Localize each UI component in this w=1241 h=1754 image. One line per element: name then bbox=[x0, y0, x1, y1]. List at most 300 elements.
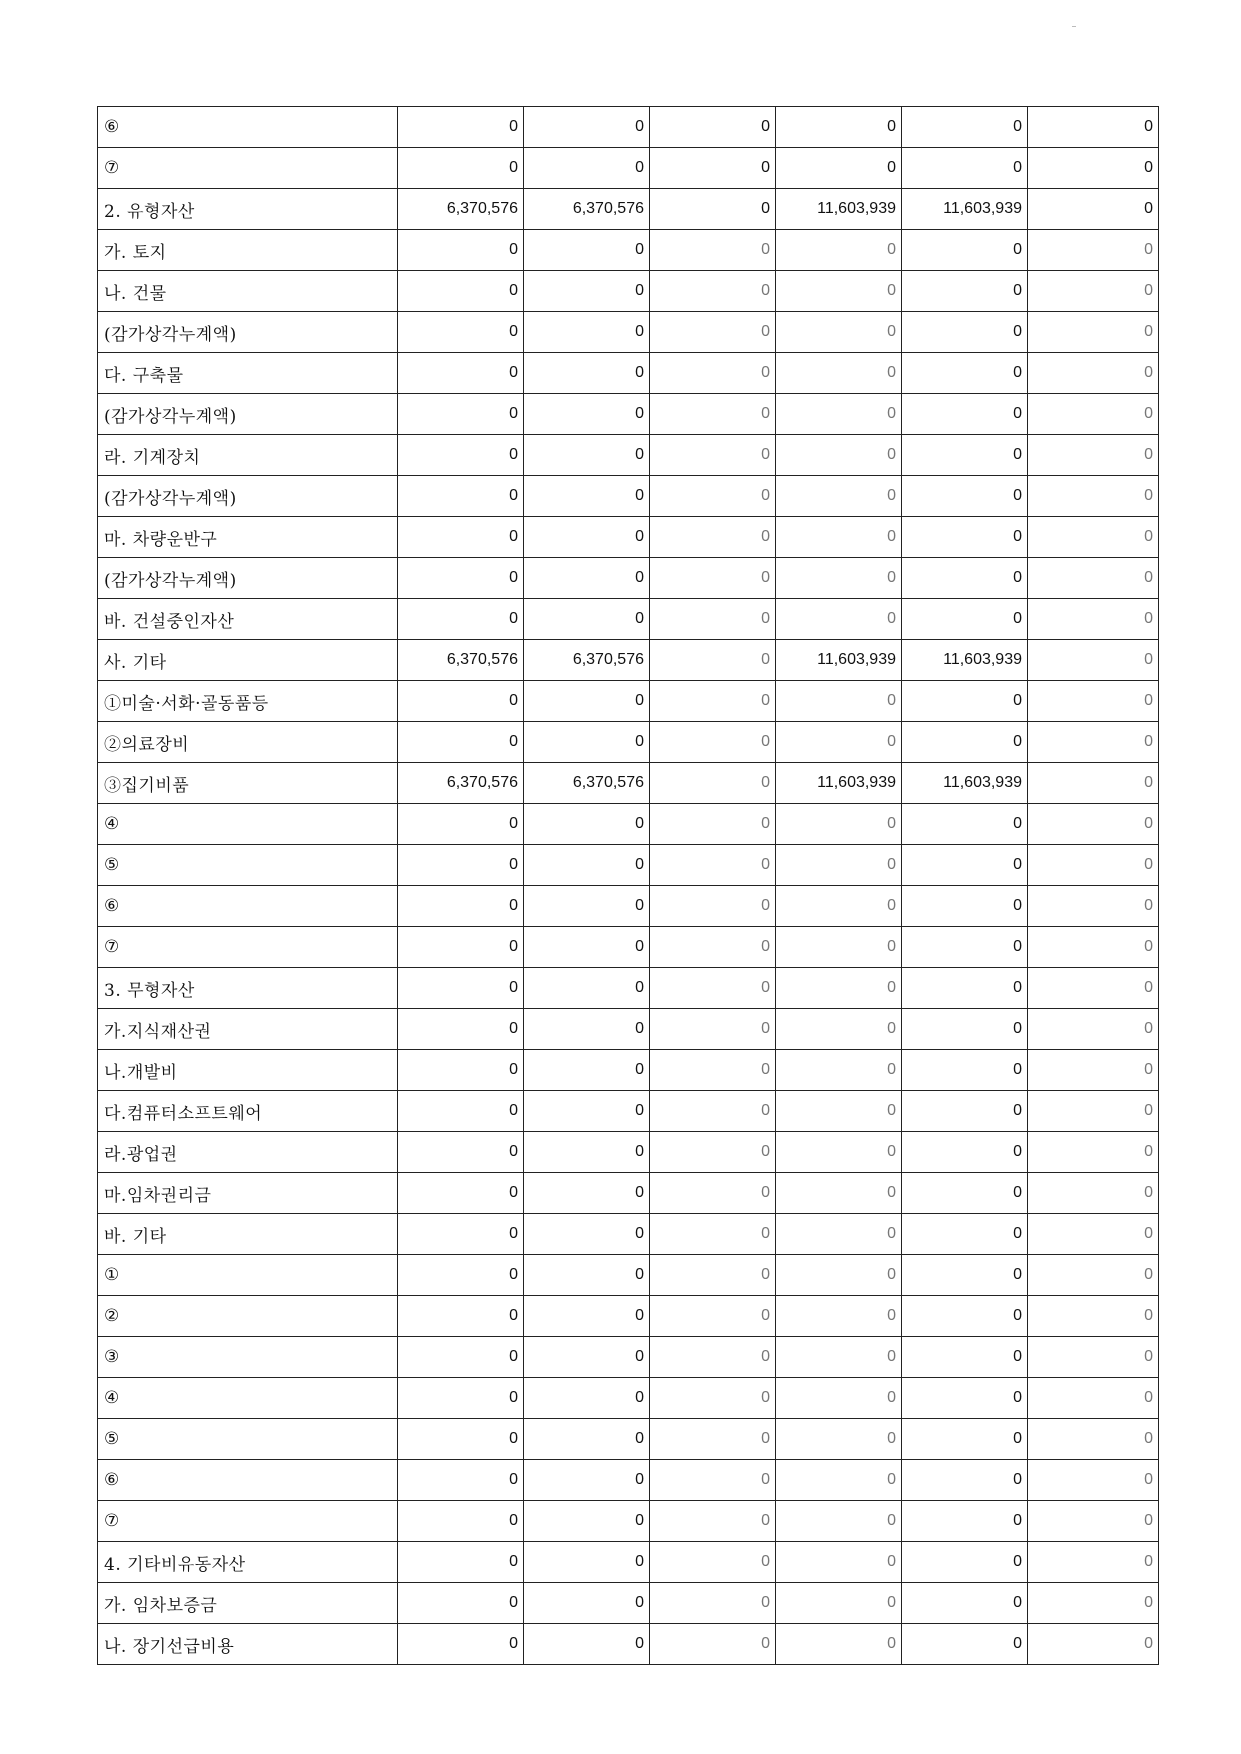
row-label: ④ bbox=[98, 804, 398, 845]
table-row bbox=[98, 1296, 1159, 1337]
row-label: 마.임차권리금 bbox=[98, 1173, 398, 1214]
amount-cell: 0 bbox=[1028, 1255, 1159, 1296]
amount-cell: 0 bbox=[902, 1624, 1028, 1665]
amount-cell: 0 bbox=[650, 394, 776, 435]
amount-cell: 0 bbox=[650, 1091, 776, 1132]
amount-cell: 0 bbox=[902, 271, 1028, 312]
amount-cell: 0 bbox=[650, 1624, 776, 1665]
amount-cell: 0 bbox=[398, 107, 524, 148]
amount-cell: 0 bbox=[776, 886, 902, 927]
row-label: 나. 장기선급비용 bbox=[98, 1624, 398, 1665]
amount-cell: 0 bbox=[1028, 1214, 1159, 1255]
amount-cell: 0 bbox=[650, 1255, 776, 1296]
amount-cell: 0 bbox=[398, 435, 524, 476]
amount-cell: 0 bbox=[902, 1419, 1028, 1460]
table-row bbox=[98, 189, 1159, 230]
amount-cell: 0 bbox=[1028, 1460, 1159, 1501]
table-row bbox=[98, 353, 1159, 394]
amount-cell: 0 bbox=[650, 722, 776, 763]
amount-cell: 0 bbox=[1028, 763, 1159, 804]
amount-cell: 0 bbox=[1028, 886, 1159, 927]
table-row bbox=[98, 230, 1159, 271]
amount-cell: 0 bbox=[650, 1542, 776, 1583]
amount-cell: 0 bbox=[650, 189, 776, 230]
amount-cell: 0 bbox=[1028, 394, 1159, 435]
amount-cell: 0 bbox=[650, 353, 776, 394]
amount-cell: 0 bbox=[776, 1255, 902, 1296]
amount-cell: 0 bbox=[524, 148, 650, 189]
amount-cell: 0 bbox=[1028, 681, 1159, 722]
amount-cell: 0 bbox=[398, 886, 524, 927]
row-label: ⑥ bbox=[98, 886, 398, 927]
amount-cell: 0 bbox=[776, 1009, 902, 1050]
amount-cell: 0 bbox=[902, 435, 1028, 476]
amount-cell: 0 bbox=[398, 1460, 524, 1501]
amount-cell: 0 bbox=[650, 107, 776, 148]
amount-cell: 0 bbox=[650, 599, 776, 640]
amount-cell: 0 bbox=[1028, 1583, 1159, 1624]
table-row bbox=[98, 1419, 1159, 1460]
amount-cell: 0 bbox=[902, 1091, 1028, 1132]
amount-cell: 0 bbox=[524, 845, 650, 886]
amount-cell: 0 bbox=[776, 435, 902, 476]
amount-cell: 0 bbox=[902, 517, 1028, 558]
amount-cell: 0 bbox=[524, 230, 650, 271]
amount-cell: 0 bbox=[902, 1337, 1028, 1378]
amount-cell: 0 bbox=[650, 1173, 776, 1214]
amount-cell: 0 bbox=[398, 394, 524, 435]
amount-cell: 0 bbox=[1028, 1542, 1159, 1583]
amount-cell: 0 bbox=[398, 1050, 524, 1091]
amount-cell: 0 bbox=[776, 968, 902, 1009]
amount-cell: 0 bbox=[1028, 845, 1159, 886]
amount-cell: 0 bbox=[776, 1501, 902, 1542]
amount-cell: 0 bbox=[524, 886, 650, 927]
amount-cell: 0 bbox=[1028, 1050, 1159, 1091]
amount-cell: 0 bbox=[902, 1009, 1028, 1050]
amount-cell: 0 bbox=[902, 1050, 1028, 1091]
amount-cell: 0 bbox=[902, 312, 1028, 353]
table-row bbox=[98, 1624, 1159, 1665]
table-row bbox=[98, 1542, 1159, 1583]
table-row bbox=[98, 640, 1159, 681]
amount-cell: 0 bbox=[1028, 804, 1159, 845]
amount-cell: 11,603,939 bbox=[776, 640, 902, 681]
table-row bbox=[98, 681, 1159, 722]
amount-cell: 0 bbox=[524, 558, 650, 599]
amount-cell: 11,603,939 bbox=[902, 763, 1028, 804]
table-row bbox=[98, 804, 1159, 845]
amount-cell: 0 bbox=[902, 927, 1028, 968]
amount-cell: 0 bbox=[776, 1419, 902, 1460]
amount-cell: 0 bbox=[902, 681, 1028, 722]
amount-cell: 0 bbox=[776, 394, 902, 435]
amount-cell: 0 bbox=[1028, 1337, 1159, 1378]
amount-cell: 6,370,576 bbox=[398, 763, 524, 804]
amount-cell: 0 bbox=[1028, 599, 1159, 640]
amount-cell: 0 bbox=[776, 107, 902, 148]
amount-cell: 0 bbox=[524, 722, 650, 763]
amount-cell: 0 bbox=[524, 353, 650, 394]
amount-cell: 0 bbox=[1028, 230, 1159, 271]
amount-cell: 0 bbox=[650, 1583, 776, 1624]
amount-cell: 0 bbox=[1028, 1419, 1159, 1460]
row-label: 가. 토지 bbox=[98, 230, 398, 271]
amount-cell: 0 bbox=[776, 845, 902, 886]
amount-cell: 0 bbox=[650, 1419, 776, 1460]
amount-cell: 0 bbox=[776, 1337, 902, 1378]
amount-cell: 0 bbox=[398, 1378, 524, 1419]
amount-cell: 0 bbox=[524, 394, 650, 435]
row-label: 다. 구축물 bbox=[98, 353, 398, 394]
amount-cell: 0 bbox=[902, 107, 1028, 148]
amount-cell: 0 bbox=[524, 476, 650, 517]
amount-cell: 0 bbox=[398, 845, 524, 886]
amount-cell: 0 bbox=[398, 1501, 524, 1542]
table-row bbox=[98, 1583, 1159, 1624]
amount-cell: 0 bbox=[398, 1173, 524, 1214]
amount-cell: 0 bbox=[902, 558, 1028, 599]
row-label: 라. 기계장치 bbox=[98, 435, 398, 476]
amount-cell: 0 bbox=[776, 1583, 902, 1624]
table-row bbox=[98, 435, 1159, 476]
amount-cell: 0 bbox=[776, 1214, 902, 1255]
table-row bbox=[98, 148, 1159, 189]
table-row bbox=[98, 394, 1159, 435]
amount-cell: 0 bbox=[398, 517, 524, 558]
table-row bbox=[98, 1460, 1159, 1501]
row-label: 3. 무형자산 bbox=[98, 968, 398, 1009]
amount-cell: 0 bbox=[776, 681, 902, 722]
amount-cell: 0 bbox=[650, 804, 776, 845]
row-label: (감가상각누계액) bbox=[98, 394, 398, 435]
table-row bbox=[98, 107, 1159, 148]
amount-cell: 0 bbox=[1028, 148, 1159, 189]
amount-cell: 0 bbox=[1028, 1296, 1159, 1337]
amount-cell: 0 bbox=[902, 476, 1028, 517]
amount-cell: 0 bbox=[398, 1132, 524, 1173]
row-label: ③집기비품 bbox=[98, 763, 398, 804]
amount-cell: 0 bbox=[524, 1050, 650, 1091]
amount-cell: 0 bbox=[1028, 1173, 1159, 1214]
table-row bbox=[98, 763, 1159, 804]
amount-cell: 0 bbox=[524, 599, 650, 640]
row-label: ⑦ bbox=[98, 927, 398, 968]
amount-cell: 0 bbox=[776, 927, 902, 968]
amount-cell: 0 bbox=[1028, 558, 1159, 599]
amount-cell: 0 bbox=[398, 804, 524, 845]
table-row bbox=[98, 886, 1159, 927]
row-label: ② bbox=[98, 1296, 398, 1337]
amount-cell: 0 bbox=[650, 148, 776, 189]
amount-cell: 0 bbox=[650, 1378, 776, 1419]
amount-cell: 0 bbox=[524, 1624, 650, 1665]
amount-cell: 0 bbox=[1028, 476, 1159, 517]
amount-cell: 0 bbox=[1028, 722, 1159, 763]
table-row bbox=[98, 968, 1159, 1009]
amount-cell: 0 bbox=[776, 230, 902, 271]
table-row bbox=[98, 1050, 1159, 1091]
amount-cell: 0 bbox=[1028, 1624, 1159, 1665]
amount-cell: 0 bbox=[650, 1501, 776, 1542]
amount-cell: 0 bbox=[776, 1173, 902, 1214]
amount-cell: 6,370,576 bbox=[398, 189, 524, 230]
amount-cell: 0 bbox=[1028, 927, 1159, 968]
amount-cell: 0 bbox=[776, 558, 902, 599]
amount-cell: 0 bbox=[902, 1378, 1028, 1419]
amount-cell: 0 bbox=[524, 804, 650, 845]
amount-cell: 0 bbox=[650, 845, 776, 886]
amount-cell: 0 bbox=[524, 1173, 650, 1214]
financial-statement-sheet bbox=[97, 106, 1158, 1665]
table-row bbox=[98, 1501, 1159, 1542]
amount-cell: 0 bbox=[398, 968, 524, 1009]
amount-cell: 0 bbox=[1028, 1132, 1159, 1173]
row-label: 다.컴퓨터소프트웨어 bbox=[98, 1091, 398, 1132]
amount-cell: 0 bbox=[1028, 1378, 1159, 1419]
amount-cell: 0 bbox=[776, 1132, 902, 1173]
table-body bbox=[98, 107, 1159, 1665]
amount-cell: 6,370,576 bbox=[524, 763, 650, 804]
amount-cell: 0 bbox=[524, 1542, 650, 1583]
amount-cell: 0 bbox=[398, 1296, 524, 1337]
amount-cell: 0 bbox=[524, 1337, 650, 1378]
amount-cell: 0 bbox=[776, 1624, 902, 1665]
amount-cell: 0 bbox=[650, 927, 776, 968]
row-label: ⑥ bbox=[98, 107, 398, 148]
amount-cell: 0 bbox=[650, 271, 776, 312]
table-row bbox=[98, 271, 1159, 312]
amount-cell: 0 bbox=[650, 476, 776, 517]
amount-cell: 0 bbox=[524, 1009, 650, 1050]
amount-cell: 0 bbox=[776, 722, 902, 763]
amount-cell: 0 bbox=[524, 517, 650, 558]
amount-cell: 0 bbox=[398, 927, 524, 968]
amount-cell: 11,603,939 bbox=[776, 189, 902, 230]
amount-cell: 0 bbox=[398, 599, 524, 640]
amount-cell: 0 bbox=[524, 1296, 650, 1337]
amount-cell: 6,370,576 bbox=[524, 640, 650, 681]
amount-cell: 0 bbox=[1028, 435, 1159, 476]
amount-cell: 0 bbox=[524, 1419, 650, 1460]
table-row bbox=[98, 312, 1159, 353]
scan-speck bbox=[1072, 26, 1076, 27]
amount-cell: 0 bbox=[1028, 968, 1159, 1009]
table-row bbox=[98, 1132, 1159, 1173]
amount-cell: 6,370,576 bbox=[524, 189, 650, 230]
amount-cell: 0 bbox=[524, 312, 650, 353]
amount-cell: 0 bbox=[650, 968, 776, 1009]
amount-cell: 0 bbox=[650, 1009, 776, 1050]
amount-cell: 0 bbox=[398, 558, 524, 599]
amount-cell: 0 bbox=[902, 1501, 1028, 1542]
amount-cell: 0 bbox=[902, 1296, 1028, 1337]
amount-cell: 0 bbox=[398, 312, 524, 353]
amount-cell: 6,370,576 bbox=[398, 640, 524, 681]
row-label: 바. 건설중인자산 bbox=[98, 599, 398, 640]
amount-cell: 0 bbox=[902, 968, 1028, 1009]
table-row bbox=[98, 927, 1159, 968]
amount-cell: 0 bbox=[398, 1091, 524, 1132]
amount-cell: 0 bbox=[398, 1624, 524, 1665]
amount-cell: 0 bbox=[524, 1378, 650, 1419]
amount-cell: 11,603,939 bbox=[902, 640, 1028, 681]
amount-cell: 0 bbox=[902, 804, 1028, 845]
amount-cell: 0 bbox=[902, 1583, 1028, 1624]
amount-cell: 0 bbox=[776, 1542, 902, 1583]
table-row bbox=[98, 1173, 1159, 1214]
amount-cell: 0 bbox=[776, 148, 902, 189]
table-row bbox=[98, 845, 1159, 886]
row-label: 가.지식재산권 bbox=[98, 1009, 398, 1050]
amount-cell: 0 bbox=[650, 1296, 776, 1337]
amount-cell: 0 bbox=[1028, 517, 1159, 558]
row-label: (감가상각누계액) bbox=[98, 476, 398, 517]
non-current-assets-table bbox=[97, 106, 1159, 1665]
row-label: ⑥ bbox=[98, 1460, 398, 1501]
amount-cell: 0 bbox=[776, 804, 902, 845]
amount-cell: 0 bbox=[902, 886, 1028, 927]
row-label: 나.개발비 bbox=[98, 1050, 398, 1091]
amount-cell: 0 bbox=[776, 1296, 902, 1337]
amount-cell: 0 bbox=[902, 845, 1028, 886]
amount-cell: 0 bbox=[902, 230, 1028, 271]
amount-cell: 0 bbox=[776, 599, 902, 640]
amount-cell: 0 bbox=[776, 312, 902, 353]
row-label: ①미술·서화·골동품등 bbox=[98, 681, 398, 722]
amount-cell: 0 bbox=[398, 1337, 524, 1378]
amount-cell: 0 bbox=[650, 1132, 776, 1173]
amount-cell: 0 bbox=[398, 1009, 524, 1050]
amount-cell: 0 bbox=[398, 1583, 524, 1624]
amount-cell: 0 bbox=[524, 107, 650, 148]
table-row bbox=[98, 1091, 1159, 1132]
amount-cell: 0 bbox=[650, 640, 776, 681]
table-row bbox=[98, 1255, 1159, 1296]
table-row bbox=[98, 517, 1159, 558]
amount-cell: 0 bbox=[1028, 312, 1159, 353]
amount-cell: 0 bbox=[524, 271, 650, 312]
amount-cell: 0 bbox=[650, 1460, 776, 1501]
amount-cell: 0 bbox=[776, 1091, 902, 1132]
amount-cell: 0 bbox=[902, 1542, 1028, 1583]
amount-cell: 0 bbox=[650, 517, 776, 558]
amount-cell: 0 bbox=[776, 1050, 902, 1091]
amount-cell: 0 bbox=[776, 476, 902, 517]
amount-cell: 0 bbox=[1028, 107, 1159, 148]
amount-cell: 0 bbox=[650, 1214, 776, 1255]
row-label: 라.광업권 bbox=[98, 1132, 398, 1173]
amount-cell: 0 bbox=[398, 1214, 524, 1255]
amount-cell: 0 bbox=[902, 599, 1028, 640]
amount-cell: 0 bbox=[398, 148, 524, 189]
amount-cell: 0 bbox=[776, 1460, 902, 1501]
amount-cell: 0 bbox=[902, 1255, 1028, 1296]
table-row bbox=[98, 476, 1159, 517]
amount-cell: 0 bbox=[650, 558, 776, 599]
amount-cell: 0 bbox=[650, 886, 776, 927]
row-label: 마. 차량운반구 bbox=[98, 517, 398, 558]
table-row bbox=[98, 558, 1159, 599]
amount-cell: 0 bbox=[398, 230, 524, 271]
amount-cell: 0 bbox=[398, 1255, 524, 1296]
row-label: ⑤ bbox=[98, 845, 398, 886]
amount-cell: 0 bbox=[902, 394, 1028, 435]
amount-cell: 0 bbox=[398, 1419, 524, 1460]
amount-cell: 0 bbox=[650, 1050, 776, 1091]
amount-cell: 0 bbox=[398, 722, 524, 763]
table-row bbox=[98, 1337, 1159, 1378]
amount-cell: 0 bbox=[524, 1460, 650, 1501]
row-label: ③ bbox=[98, 1337, 398, 1378]
amount-cell: 0 bbox=[524, 1214, 650, 1255]
row-label: ④ bbox=[98, 1378, 398, 1419]
amount-cell: 0 bbox=[1028, 271, 1159, 312]
amount-cell: 0 bbox=[524, 1255, 650, 1296]
row-label: 사. 기타 bbox=[98, 640, 398, 681]
amount-cell: 0 bbox=[902, 722, 1028, 763]
amount-cell: 0 bbox=[902, 1173, 1028, 1214]
amount-cell: 0 bbox=[1028, 1091, 1159, 1132]
amount-cell: 0 bbox=[902, 1460, 1028, 1501]
amount-cell: 0 bbox=[776, 353, 902, 394]
row-label: ⑦ bbox=[98, 148, 398, 189]
amount-cell: 0 bbox=[1028, 1009, 1159, 1050]
row-label: ① bbox=[98, 1255, 398, 1296]
amount-cell: 0 bbox=[524, 1501, 650, 1542]
row-label: 나. 건물 bbox=[98, 271, 398, 312]
row-label: ⑤ bbox=[98, 1419, 398, 1460]
amount-cell: 0 bbox=[776, 1378, 902, 1419]
amount-cell: 0 bbox=[524, 927, 650, 968]
amount-cell: 0 bbox=[398, 1542, 524, 1583]
table-row bbox=[98, 1009, 1159, 1050]
table-row bbox=[98, 1214, 1159, 1255]
amount-cell: 0 bbox=[1028, 189, 1159, 230]
amount-cell: 0 bbox=[650, 763, 776, 804]
amount-cell: 0 bbox=[902, 148, 1028, 189]
amount-cell: 0 bbox=[524, 1583, 650, 1624]
amount-cell: 0 bbox=[1028, 353, 1159, 394]
amount-cell: 0 bbox=[776, 517, 902, 558]
amount-cell: 0 bbox=[524, 435, 650, 476]
amount-cell: 0 bbox=[776, 271, 902, 312]
amount-cell: 0 bbox=[398, 353, 524, 394]
row-label: 가. 임차보증금 bbox=[98, 1583, 398, 1624]
amount-cell: 11,603,939 bbox=[776, 763, 902, 804]
amount-cell: 0 bbox=[650, 312, 776, 353]
amount-cell: 0 bbox=[524, 1091, 650, 1132]
amount-cell: 0 bbox=[902, 353, 1028, 394]
amount-cell: 0 bbox=[398, 681, 524, 722]
table-row bbox=[98, 722, 1159, 763]
amount-cell: 11,603,939 bbox=[902, 189, 1028, 230]
amount-cell: 0 bbox=[902, 1214, 1028, 1255]
amount-cell: 0 bbox=[524, 681, 650, 722]
amount-cell: 0 bbox=[650, 1337, 776, 1378]
amount-cell: 0 bbox=[398, 271, 524, 312]
amount-cell: 0 bbox=[902, 1132, 1028, 1173]
row-label: 4. 기타비유동자산 bbox=[98, 1542, 398, 1583]
amount-cell: 0 bbox=[1028, 1501, 1159, 1542]
amount-cell: 0 bbox=[524, 968, 650, 1009]
row-label: ②의료장비 bbox=[98, 722, 398, 763]
amount-cell: 0 bbox=[398, 476, 524, 517]
row-label: ⑦ bbox=[98, 1501, 398, 1542]
row-label: (감가상각누계액) bbox=[98, 312, 398, 353]
table-row bbox=[98, 1378, 1159, 1419]
amount-cell: 0 bbox=[524, 1132, 650, 1173]
